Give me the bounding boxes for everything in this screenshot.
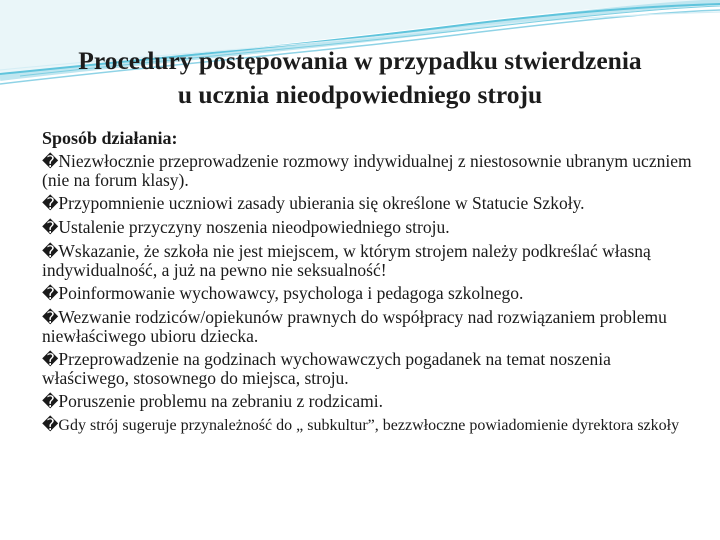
bullet-icon: � — [42, 350, 59, 369]
content-body — [42, 127, 692, 440]
list-item-text: Niezwłocznie przeprowadzenie rozmowy indywidualnej z niestosownie ubranym uczniem (nie na forum klasy). — [42, 151, 692, 190]
list-item-text: Przeprowadzenie na godzinach wychowawczych pogadanek na temat noszenia właściwego, stosownego do miejsca, stroju. — [42, 349, 611, 388]
list-item — [42, 152, 692, 189]
list-item — [42, 350, 692, 387]
bullet-icon: � — [42, 284, 59, 303]
list-item-text: Wskazanie, że szkoła nie jest miejscem, w którym strojem należy podkreślać własną indywidualność, a już na pewno nie seksualność! — [42, 241, 651, 280]
bullet-icon: � — [42, 152, 59, 171]
list-item-text: Gdy strój sugeruje przynależność do „ subkultur”, bezzwłoczne powiadomienie dyrektora szkoły — [58, 417, 680, 434]
bullet-icon: � — [42, 392, 59, 411]
list-item-text: Poinformowanie wychowawcy, psychologa i pedagoga szkolnego. — [58, 283, 524, 303]
section-heading: Sposób działania: — [42, 128, 178, 148]
bullet-icon: � — [42, 308, 59, 327]
list-item-text: Poruszenie problemu na zebraniu z rodzicami. — [58, 391, 384, 411]
list-item — [42, 284, 692, 303]
slide-title — [20, 44, 700, 112]
list-item — [42, 308, 692, 345]
list-item-text: Wezwanie rodziców/opiekunów prawnych do współpracy nad rozwiązaniem problemu niewłaściwego ubioru dziecka. — [42, 307, 667, 346]
title-line-2: u ucznia nieodpowiedniego stroju — [177, 80, 543, 109]
bullet-icon: � — [42, 194, 59, 213]
title-line-1: Procedury postępowania w przypadku stwierdzenia — [78, 46, 642, 75]
list-item — [42, 194, 692, 213]
list-item — [42, 392, 692, 411]
list-item — [42, 242, 692, 279]
list-item-text: Przypomnienie uczniowi zasady ubierania się określone w Statucie Szkoły. — [58, 193, 585, 213]
list-item-text: Ustalenie przyczyny noszenia nieodpowiedniego stroju. — [58, 217, 450, 237]
bullet-icon: � — [42, 242, 59, 261]
list-item — [42, 218, 692, 237]
bullet-icon: � — [42, 415, 59, 434]
list-item — [42, 416, 692, 435]
bullet-icon: � — [42, 218, 59, 237]
